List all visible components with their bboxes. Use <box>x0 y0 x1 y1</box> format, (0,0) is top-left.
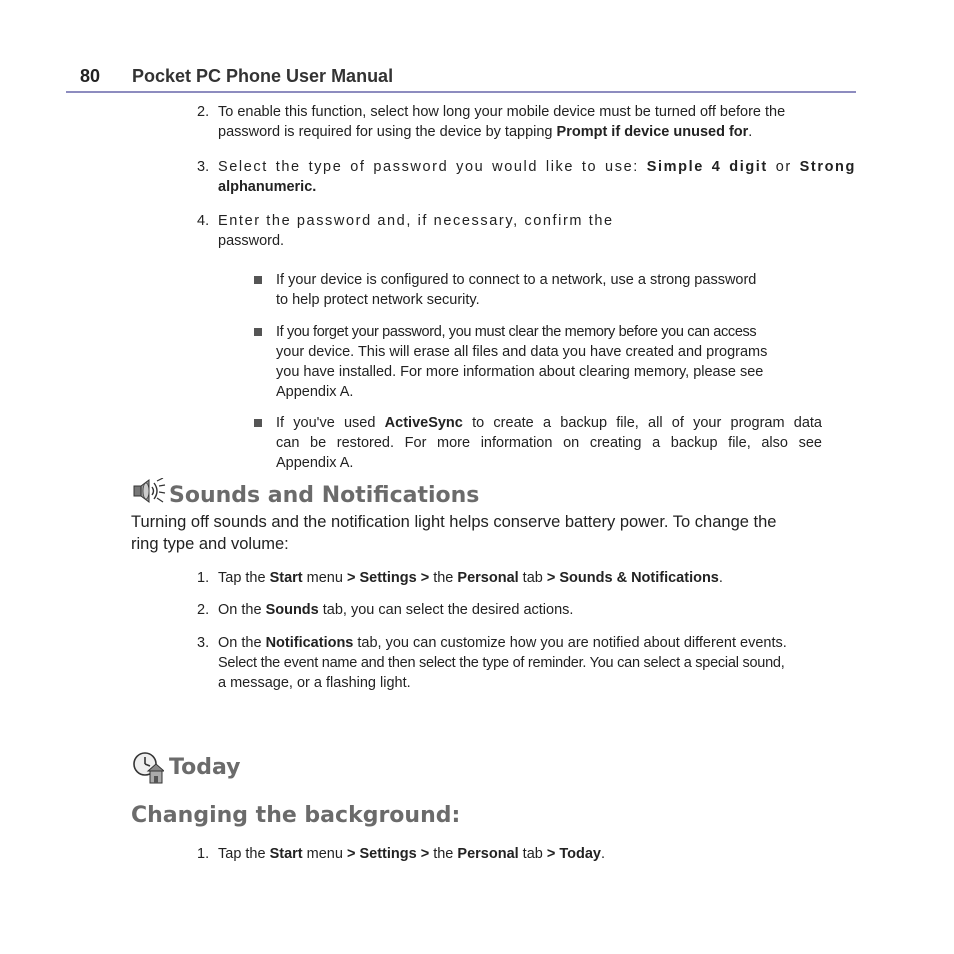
note-forget-password: If you forget your password, you must clear the memory before you can access your device. This will erase all files and data you have created and programs you have installed. For more information about clearing memory, please see Appendix A. <box>254 322 822 404</box>
page-header <box>68 66 856 92</box>
page-number: 80 <box>80 66 101 86</box>
password-step-4: 4. Enter the password and, if necessary, confirm the password. <box>197 213 614 249</box>
speaker-icon <box>132 478 166 504</box>
changing-background-heading: Changing the background: <box>131 803 461 828</box>
bullet-square-icon <box>254 419 262 427</box>
home-clock-icon <box>132 751 164 785</box>
today-step-1: 1. Tap the Start menu > Settings > the Personal tab > Today. <box>197 846 606 862</box>
sounds-intro: Turning off sounds and the notification light helps conserve battery power. To change the ring type and volume: <box>131 513 777 553</box>
sounds-section-title: Sounds and Notifications <box>169 483 480 508</box>
sounds-step-2: 2. On the Sounds tab, you can select the desired actions. <box>197 602 574 618</box>
sounds-step-3: 3. On the Notifications tab, you can customize how you are notified about different events. Select the event name and then select the type of reminder. You can select a special sound, a message, or a flashing light. <box>197 635 787 691</box>
password-step-3: 3. Select the type of password you would like to use: Simple 4 digit or Strong alphanumeric. <box>197 159 856 195</box>
header-rule <box>66 91 856 93</box>
bullet-square-icon <box>254 328 262 336</box>
note-activesync: If you've used ActiveSync to create a backup file, all of your program data can be restored. For more information on creating a backup file, also see Appendix A. <box>254 413 822 475</box>
sounds-step-1: 1. Tap the Start menu > Settings > the Personal tab > Sounds & Notifications. <box>197 570 723 586</box>
manual-title: Pocket PC Phone User Manual <box>132 66 394 86</box>
bullet-square-icon <box>254 276 262 284</box>
today-section-title: Today <box>169 755 241 780</box>
note-network: If your device is configured to connect to a network, use a strong password to help protect network security. <box>254 270 822 312</box>
password-step-2: 2. To enable this function, select how long your mobile device must be turned off before the password is required for using the device by tapping Prompt if device unused for. <box>197 104 786 140</box>
